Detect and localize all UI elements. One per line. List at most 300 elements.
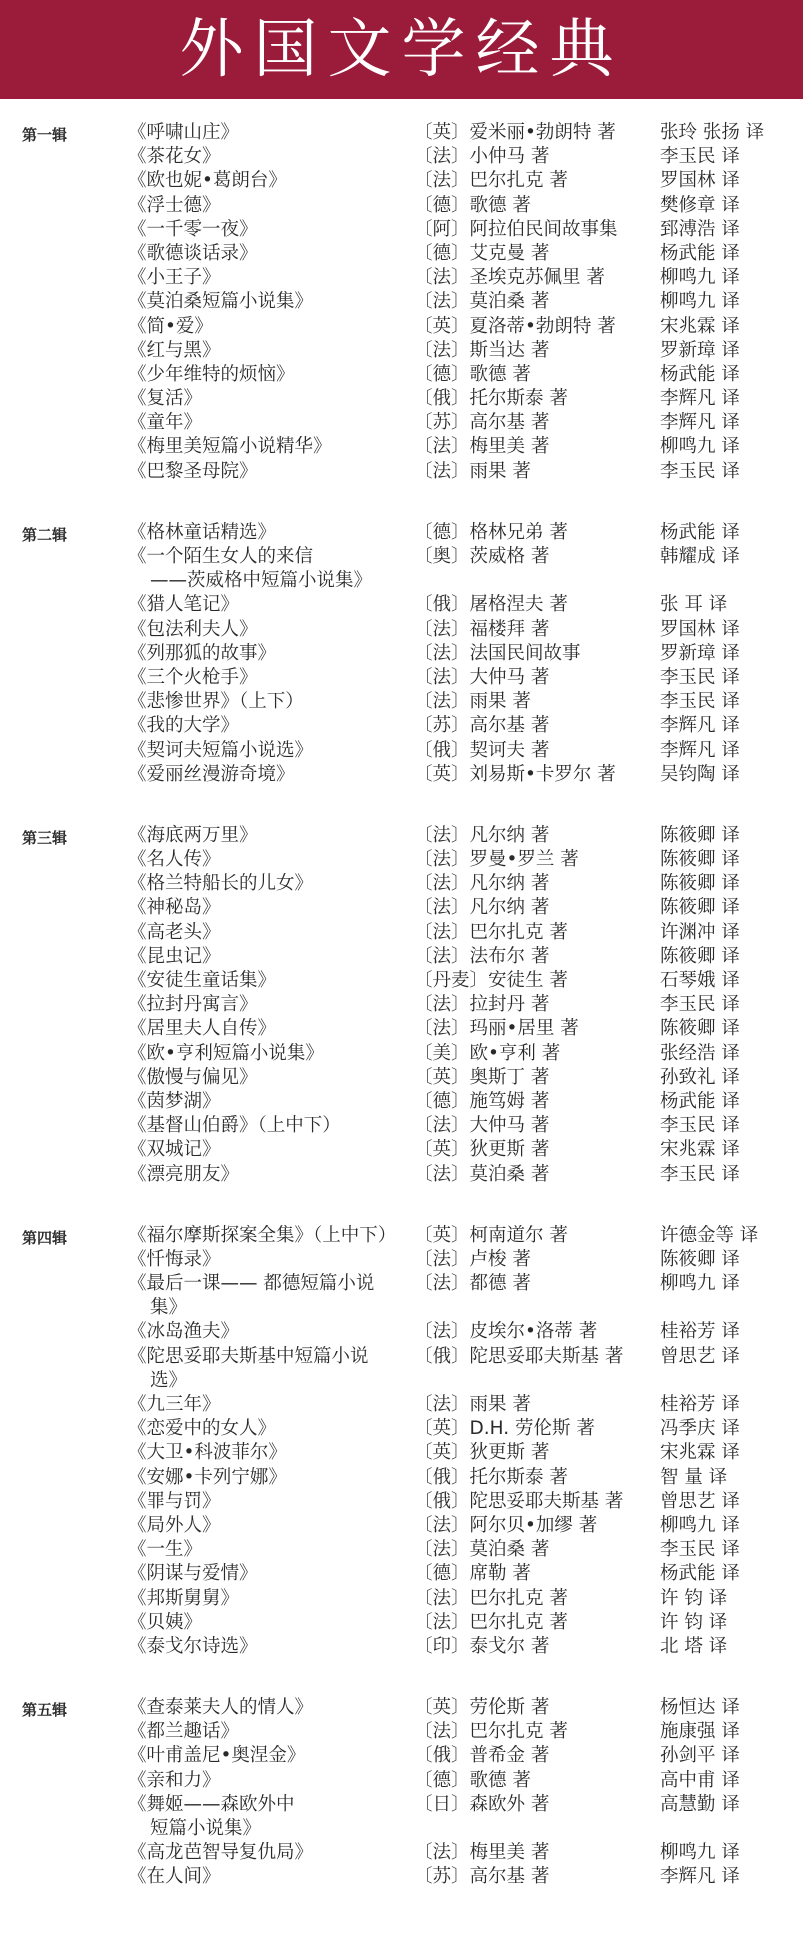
book-title	[128, 1345, 418, 1393]
book-author	[414, 993, 549, 1017]
book-title-text: 《少年维特的烦恼》	[128, 363, 295, 385]
book-title-text: 《呼啸山庄》	[128, 122, 240, 143]
book-title	[128, 1066, 418, 1090]
book-row	[0, 872, 803, 896]
book-author	[414, 339, 549, 363]
book-title	[128, 1744, 418, 1768]
author-nationality: 〔俄〕	[414, 594, 470, 616]
author-name: 卢梭 著	[469, 1248, 531, 1270]
book-title-text: 《悲惨世界》（上下）	[128, 691, 304, 713]
book-author	[414, 121, 616, 145]
book-title	[128, 169, 418, 193]
book-row	[0, 666, 803, 690]
author-name: 陀思妥耶夫斯基 著	[469, 1345, 624, 1367]
book-row	[0, 290, 803, 314]
book-title	[128, 315, 418, 339]
book-row	[0, 714, 803, 738]
author-name: 森欧外 著	[469, 1793, 550, 1815]
book-title	[128, 763, 418, 787]
author-nationality: 〔法〕	[414, 945, 470, 967]
book-author	[414, 642, 581, 666]
author-nationality: 〔英〕	[414, 763, 470, 785]
book-title	[128, 969, 418, 993]
author-nationality: 〔法〕	[414, 1842, 470, 1864]
book-row	[0, 1320, 803, 1344]
book-translator: 许 钧 译	[660, 1587, 728, 1609]
book-title-text: 《泰戈尔诗选》	[128, 1635, 258, 1657]
book-translator: 宋兆霖 译	[660, 1139, 740, 1161]
book-row	[0, 545, 803, 593]
book-row	[0, 642, 803, 666]
author-nationality: 〔法〕	[414, 1321, 470, 1343]
author-name: 凡尔纳 著	[469, 824, 550, 846]
book-author	[414, 1611, 568, 1635]
book-title	[128, 1490, 418, 1514]
book-translator: 宋兆霖 译	[660, 1442, 740, 1464]
author-name: 艾克曼 著	[469, 242, 550, 264]
book-title	[128, 1793, 418, 1841]
book-author	[414, 435, 549, 459]
book-title	[128, 1163, 418, 1187]
book-row	[0, 1441, 803, 1465]
book-author	[414, 1345, 623, 1369]
book-translator: 罗国林 译	[660, 618, 740, 640]
author-name: 夏洛蒂•勃朗特 著	[469, 315, 616, 337]
author-nationality: 〔法〕	[414, 1273, 470, 1295]
book-title-continuation: ——茨威格中短篇小说集》	[150, 570, 373, 592]
author-name: 巴尔扎克 著	[469, 1611, 568, 1633]
book-title-text: 《小王子》	[128, 267, 221, 289]
author-name: 歌德 著	[469, 363, 531, 385]
book-title-text: 《简•爱》	[128, 315, 213, 337]
author-nationality: 〔法〕	[414, 1587, 470, 1609]
book-author	[414, 666, 549, 690]
book-author	[414, 1163, 549, 1187]
book-title-text: 《三个火枪手》	[128, 666, 258, 688]
book-title	[128, 739, 418, 763]
book-row	[0, 411, 803, 435]
book-translator: 李辉凡 译	[660, 1866, 740, 1888]
book-translator: 张玲 张扬 译	[660, 122, 765, 143]
book-row	[0, 824, 803, 848]
book-translator: 石琴娥 译	[660, 970, 740, 992]
book-row	[0, 1490, 803, 1514]
author-nationality: 〔法〕	[414, 1611, 470, 1633]
book-title-text: 《舞姬——森欧外中	[128, 1793, 295, 1815]
author-nationality: 〔英〕	[414, 315, 470, 337]
book-title-text: 《邦斯舅舅》	[128, 1587, 240, 1609]
book-row	[0, 242, 803, 266]
book-row	[0, 145, 803, 169]
book-title-text: 《双城记》	[128, 1139, 221, 1161]
author-nationality: 〔法〕	[414, 824, 470, 846]
author-nationality: 〔阿〕	[414, 218, 470, 240]
book-author	[414, 969, 568, 993]
author-nationality: 〔美〕	[414, 1042, 470, 1064]
book-author	[414, 387, 568, 411]
author-name: 斯当达 著	[469, 339, 550, 361]
author-name: 屠格涅夫 著	[469, 594, 568, 616]
author-name: 歌德 著	[469, 194, 531, 216]
series-section	[0, 121, 803, 484]
book-title-text: 《高老头》	[128, 921, 221, 943]
author-name: 爱米丽•勃朗特 著	[469, 122, 616, 143]
series-label: 第三辑	[22, 828, 68, 847]
author-name: 皮埃尔•洛蒂 著	[469, 1321, 598, 1343]
author-nationality: 〔法〕	[414, 897, 470, 919]
author-nationality: 〔丹麦〕	[414, 970, 489, 992]
book-row	[0, 460, 803, 484]
book-title-text: 《在人间》	[128, 1866, 221, 1888]
book-title	[128, 1320, 418, 1344]
author-name: 法布尔 著	[469, 945, 550, 967]
author-name: 阿拉伯民间故事集	[469, 218, 618, 240]
author-name: 拉封丹 著	[469, 994, 550, 1016]
author-name: 雨果 著	[469, 1394, 531, 1416]
book-title-text: 《漂亮朋友》	[128, 1163, 240, 1185]
book-author	[414, 1696, 549, 1720]
book-row	[0, 618, 803, 642]
author-nationality: 〔苏〕	[414, 412, 470, 434]
author-nationality: 〔法〕	[414, 994, 470, 1016]
book-title-text: 《罪与罚》	[128, 1490, 221, 1512]
book-title	[128, 242, 418, 266]
book-title-text: 《名人传》	[128, 849, 221, 871]
author-name: 刘易斯•卡罗尔 著	[469, 763, 616, 785]
book-translator: 李辉凡 译	[660, 388, 740, 410]
book-translator: 陈筱卿 译	[660, 824, 740, 846]
book-author	[414, 593, 568, 617]
book-row	[0, 1562, 803, 1586]
author-name: 契诃夫 著	[469, 739, 550, 761]
author-nationality: 〔法〕	[414, 460, 470, 482]
book-row	[0, 339, 803, 363]
book-title-text: 《我的大学》	[128, 715, 240, 737]
author-nationality: 〔法〕	[414, 921, 470, 943]
book-row	[0, 1272, 803, 1320]
book-title-text: 《冰岛渔夫》	[128, 1321, 240, 1343]
book-title-text: 《爱丽丝漫游奇境》	[128, 763, 295, 785]
author-name: 施笃姆 著	[469, 1090, 550, 1112]
book-title	[128, 1562, 418, 1586]
author-name: 凡尔纳 著	[469, 897, 550, 919]
book-title-text: 《童年》	[128, 412, 203, 434]
header-banner	[0, 0, 803, 99]
book-title-text: 《梅里美短篇小说精华》	[128, 436, 332, 458]
author-name: 茨威格 著	[469, 546, 550, 567]
author-nationality: 〔法〕	[414, 1394, 470, 1416]
book-title-continuation: 选》	[150, 1369, 188, 1391]
book-translator: 许渊冲 译	[660, 921, 740, 943]
book-row	[0, 169, 803, 193]
book-title	[128, 1720, 418, 1744]
book-title	[128, 545, 418, 593]
author-name: 莫泊桑 著	[469, 1539, 550, 1561]
author-name: D.H. 劳伦斯 著	[469, 1418, 595, 1440]
book-row	[0, 1163, 803, 1187]
book-title-text: 《欧•亨利短篇小说集》	[128, 1042, 324, 1064]
author-name: 奥斯丁 著	[469, 1066, 550, 1088]
book-title-text: 《叶甫盖尼•奥涅金》	[128, 1745, 306, 1767]
author-name: 柯南道尔 著	[469, 1224, 568, 1246]
book-row	[0, 363, 803, 387]
book-title	[128, 1042, 418, 1066]
book-author	[414, 1090, 549, 1114]
book-translator: 柳鸣九 译	[660, 1842, 740, 1864]
book-title-text: 《恋爱中的女人》	[128, 1418, 277, 1440]
book-title-text: 《高龙芭智导复仇局》	[128, 1842, 314, 1864]
book-title	[128, 1224, 418, 1248]
book-title	[128, 690, 418, 714]
author-name: 格林兄弟 著	[469, 521, 568, 543]
book-translator: 柳鸣九 译	[660, 436, 740, 458]
book-row	[0, 1417, 803, 1441]
book-title	[128, 521, 418, 545]
book-row	[0, 1066, 803, 1090]
author-name: 泰戈尔 著	[469, 1635, 550, 1657]
series-section	[0, 1696, 803, 1890]
author-nationality: 〔德〕	[414, 1090, 470, 1112]
author-name: 罗曼•罗兰 著	[469, 849, 579, 871]
book-row	[0, 1138, 803, 1162]
book-author	[414, 1769, 531, 1793]
author-nationality: 〔俄〕	[414, 1345, 470, 1367]
book-title-text: 《最后一课—— 都德短篇小说	[128, 1273, 375, 1295]
book-title	[128, 824, 418, 848]
book-title-text: 《阴谋与爱情》	[128, 1563, 258, 1585]
book-title	[128, 1538, 418, 1562]
book-title	[128, 1769, 418, 1793]
book-author	[414, 242, 549, 266]
book-author	[414, 1017, 579, 1041]
series-label: 第四辑	[22, 1228, 68, 1247]
book-translator: 冯季庆 译	[660, 1418, 740, 1440]
book-title	[128, 121, 418, 145]
book-translator: 曾思艺 译	[660, 1345, 740, 1367]
book-translator: 陈筱卿 译	[660, 1018, 740, 1040]
author-name: 小仲马 著	[469, 146, 550, 168]
book-title	[128, 1514, 418, 1538]
book-author	[414, 1466, 568, 1490]
book-author	[414, 690, 531, 714]
author-name: 都德 著	[469, 1273, 531, 1295]
book-title-text: 《神秘岛》	[128, 897, 221, 919]
book-title	[128, 460, 418, 484]
author-nationality: 〔英〕	[414, 1224, 470, 1246]
book-author	[414, 1744, 549, 1768]
book-title	[128, 945, 418, 969]
author-name: 高尔基 著	[469, 715, 550, 737]
book-row	[0, 521, 803, 545]
book-title	[128, 1417, 418, 1441]
book-title-text: 《亲和力》	[128, 1769, 221, 1791]
book-row	[0, 1865, 803, 1889]
book-translator: 孙剑平 译	[660, 1745, 740, 1767]
book-translator: 杨武能 译	[660, 521, 740, 543]
book-title	[128, 435, 418, 459]
author-nationality: 〔法〕	[414, 666, 470, 688]
book-row	[0, 266, 803, 290]
author-nationality: 〔法〕	[414, 146, 470, 168]
book-author	[414, 1793, 549, 1817]
book-author	[414, 545, 549, 569]
book-translator: 柳鸣九 译	[660, 291, 740, 313]
book-title-text: 《契诃夫短篇小说选》	[128, 739, 314, 761]
book-translator: 智 量 译	[660, 1466, 728, 1488]
book-title-text: 《格兰特船长的儿女》	[128, 873, 314, 895]
book-author	[414, 521, 568, 545]
book-title-text: 《九三年》	[128, 1394, 221, 1416]
book-row	[0, 1611, 803, 1635]
author-nationality: 〔德〕	[414, 1769, 470, 1791]
book-title	[128, 1138, 418, 1162]
book-title-text: 《复活》	[128, 388, 203, 410]
book-author	[414, 1272, 531, 1296]
book-row	[0, 1720, 803, 1744]
book-translator: 柳鸣九 译	[660, 267, 740, 289]
author-name: 大仲马 著	[469, 666, 550, 688]
book-author	[414, 1224, 568, 1248]
author-nationality: 〔法〕	[414, 873, 470, 895]
book-translator: 李玉民 译	[660, 691, 740, 713]
book-translator: 李玉民 译	[660, 994, 740, 1016]
book-title-text: 《一生》	[128, 1539, 203, 1561]
book-author	[414, 1865, 549, 1889]
book-row	[0, 1587, 803, 1611]
book-translator: 罗新璋 译	[660, 339, 740, 361]
book-title-text: 《浮士德》	[128, 194, 221, 216]
book-row	[0, 1017, 803, 1041]
author-name: 巴尔扎克 著	[469, 1721, 568, 1743]
book-title-continuation: 短篇小说集》	[150, 1818, 262, 1840]
book-author	[414, 1393, 531, 1417]
book-translator: 孙致礼 译	[660, 1066, 740, 1088]
author-nationality: 〔德〕	[414, 363, 470, 385]
book-author	[414, 1490, 623, 1514]
book-title-text: 《格林童话精选》	[128, 521, 277, 543]
book-translator: 吴钧陶 译	[660, 763, 740, 785]
book-title	[128, 411, 418, 435]
book-title	[128, 1272, 418, 1320]
book-row	[0, 1514, 803, 1538]
book-translator: 许德金等 译	[660, 1224, 759, 1246]
book-title	[128, 714, 418, 738]
book-title-text: 《傲慢与偏见》	[128, 1066, 258, 1088]
author-name: 莫泊桑 著	[469, 291, 550, 313]
book-translator: 李辉凡 译	[660, 412, 740, 434]
author-nationality: 〔法〕	[414, 1163, 470, 1185]
author-name: 普希金 著	[469, 1745, 550, 1767]
book-translator: 陈筱卿 译	[660, 945, 740, 967]
author-nationality: 〔俄〕	[414, 1745, 470, 1767]
author-nationality: 〔德〕	[414, 242, 470, 264]
book-author	[414, 1138, 549, 1162]
author-nationality: 〔英〕	[414, 1066, 470, 1088]
book-row	[0, 921, 803, 945]
book-author	[414, 1320, 597, 1344]
author-name: 陀思妥耶夫斯基 著	[469, 1490, 624, 1512]
book-author	[414, 872, 549, 896]
book-title-text: 《陀思妥耶夫斯基中短篇小说	[128, 1345, 369, 1367]
author-nationality: 〔德〕	[414, 1563, 470, 1585]
author-nationality: 〔苏〕	[414, 1866, 470, 1888]
book-translator: 郅溥浩 译	[660, 218, 740, 240]
author-nationality: 〔法〕	[414, 291, 470, 313]
book-list	[0, 99, 803, 1890]
book-translator: 韩耀成 译	[660, 546, 740, 567]
author-name: 巴尔扎克 著	[469, 170, 568, 192]
author-name: 玛丽•居里 著	[469, 1018, 579, 1040]
author-nationality: 〔法〕	[414, 618, 470, 640]
author-nationality: 〔英〕	[414, 1139, 470, 1161]
book-author	[414, 848, 579, 872]
book-title	[128, 1696, 418, 1720]
book-author	[414, 1248, 531, 1272]
book-title	[128, 290, 418, 314]
book-row	[0, 1393, 803, 1417]
book-row	[0, 194, 803, 218]
book-row	[0, 218, 803, 242]
book-author	[414, 824, 549, 848]
book-title-text: 《猎人笔记》	[128, 594, 240, 616]
book-translator: 宋兆霖 译	[660, 315, 740, 337]
author-nationality: 〔德〕	[414, 194, 470, 216]
author-name: 圣埃克苏佩里 著	[469, 267, 605, 289]
series-label: 第五辑	[22, 1701, 68, 1720]
book-title-text: 《海底两万里》	[128, 824, 258, 846]
author-nationality: 〔俄〕	[414, 739, 470, 761]
book-row	[0, 1793, 803, 1841]
author-name: 梅里美 著	[469, 436, 550, 458]
book-row	[0, 848, 803, 872]
author-name: 托尔斯泰 著	[469, 1466, 568, 1488]
book-author	[414, 763, 616, 787]
book-translator: 北 塔 译	[660, 1635, 728, 1657]
book-translator: 陈筱卿 译	[660, 849, 740, 871]
book-title	[128, 1466, 418, 1490]
author-name: 阿尔贝•加缪 著	[469, 1514, 598, 1536]
book-title	[128, 339, 418, 363]
book-author	[414, 145, 549, 169]
book-author	[414, 945, 549, 969]
book-row	[0, 1345, 803, 1393]
book-row	[0, 435, 803, 459]
book-translator: 曾思艺 译	[660, 1490, 740, 1512]
book-row	[0, 945, 803, 969]
book-translator: 樊修章 译	[660, 194, 740, 216]
book-translator: 陈筱卿 译	[660, 873, 740, 895]
author-nationality: 〔英〕	[414, 1697, 470, 1719]
author-nationality: 〔法〕	[414, 691, 470, 713]
book-translator: 高慧勤 译	[660, 1793, 740, 1815]
book-translator: 杨武能 译	[660, 242, 740, 264]
book-translator: 李玉民 译	[660, 460, 740, 482]
book-row	[0, 593, 803, 617]
book-author	[414, 315, 616, 339]
book-translator: 李玉民 译	[660, 666, 740, 688]
author-nationality: 〔德〕	[414, 521, 470, 543]
book-title-text: 《一个陌生女人的来信	[128, 546, 314, 567]
author-name: 狄更斯 著	[469, 1139, 550, 1161]
author-nationality: 〔法〕	[414, 1018, 470, 1040]
book-translator: 许 钧 译	[660, 1611, 728, 1633]
author-nationality: 〔英〕	[414, 122, 470, 143]
book-author	[414, 266, 605, 290]
author-name: 劳伦斯 著	[469, 1697, 550, 1719]
book-title-text: 《欧也妮•葛朗台》	[128, 170, 287, 192]
book-title-text: 《居里夫人自传》	[128, 1018, 277, 1040]
book-title-text: 《安徒生童话集》	[128, 970, 277, 992]
